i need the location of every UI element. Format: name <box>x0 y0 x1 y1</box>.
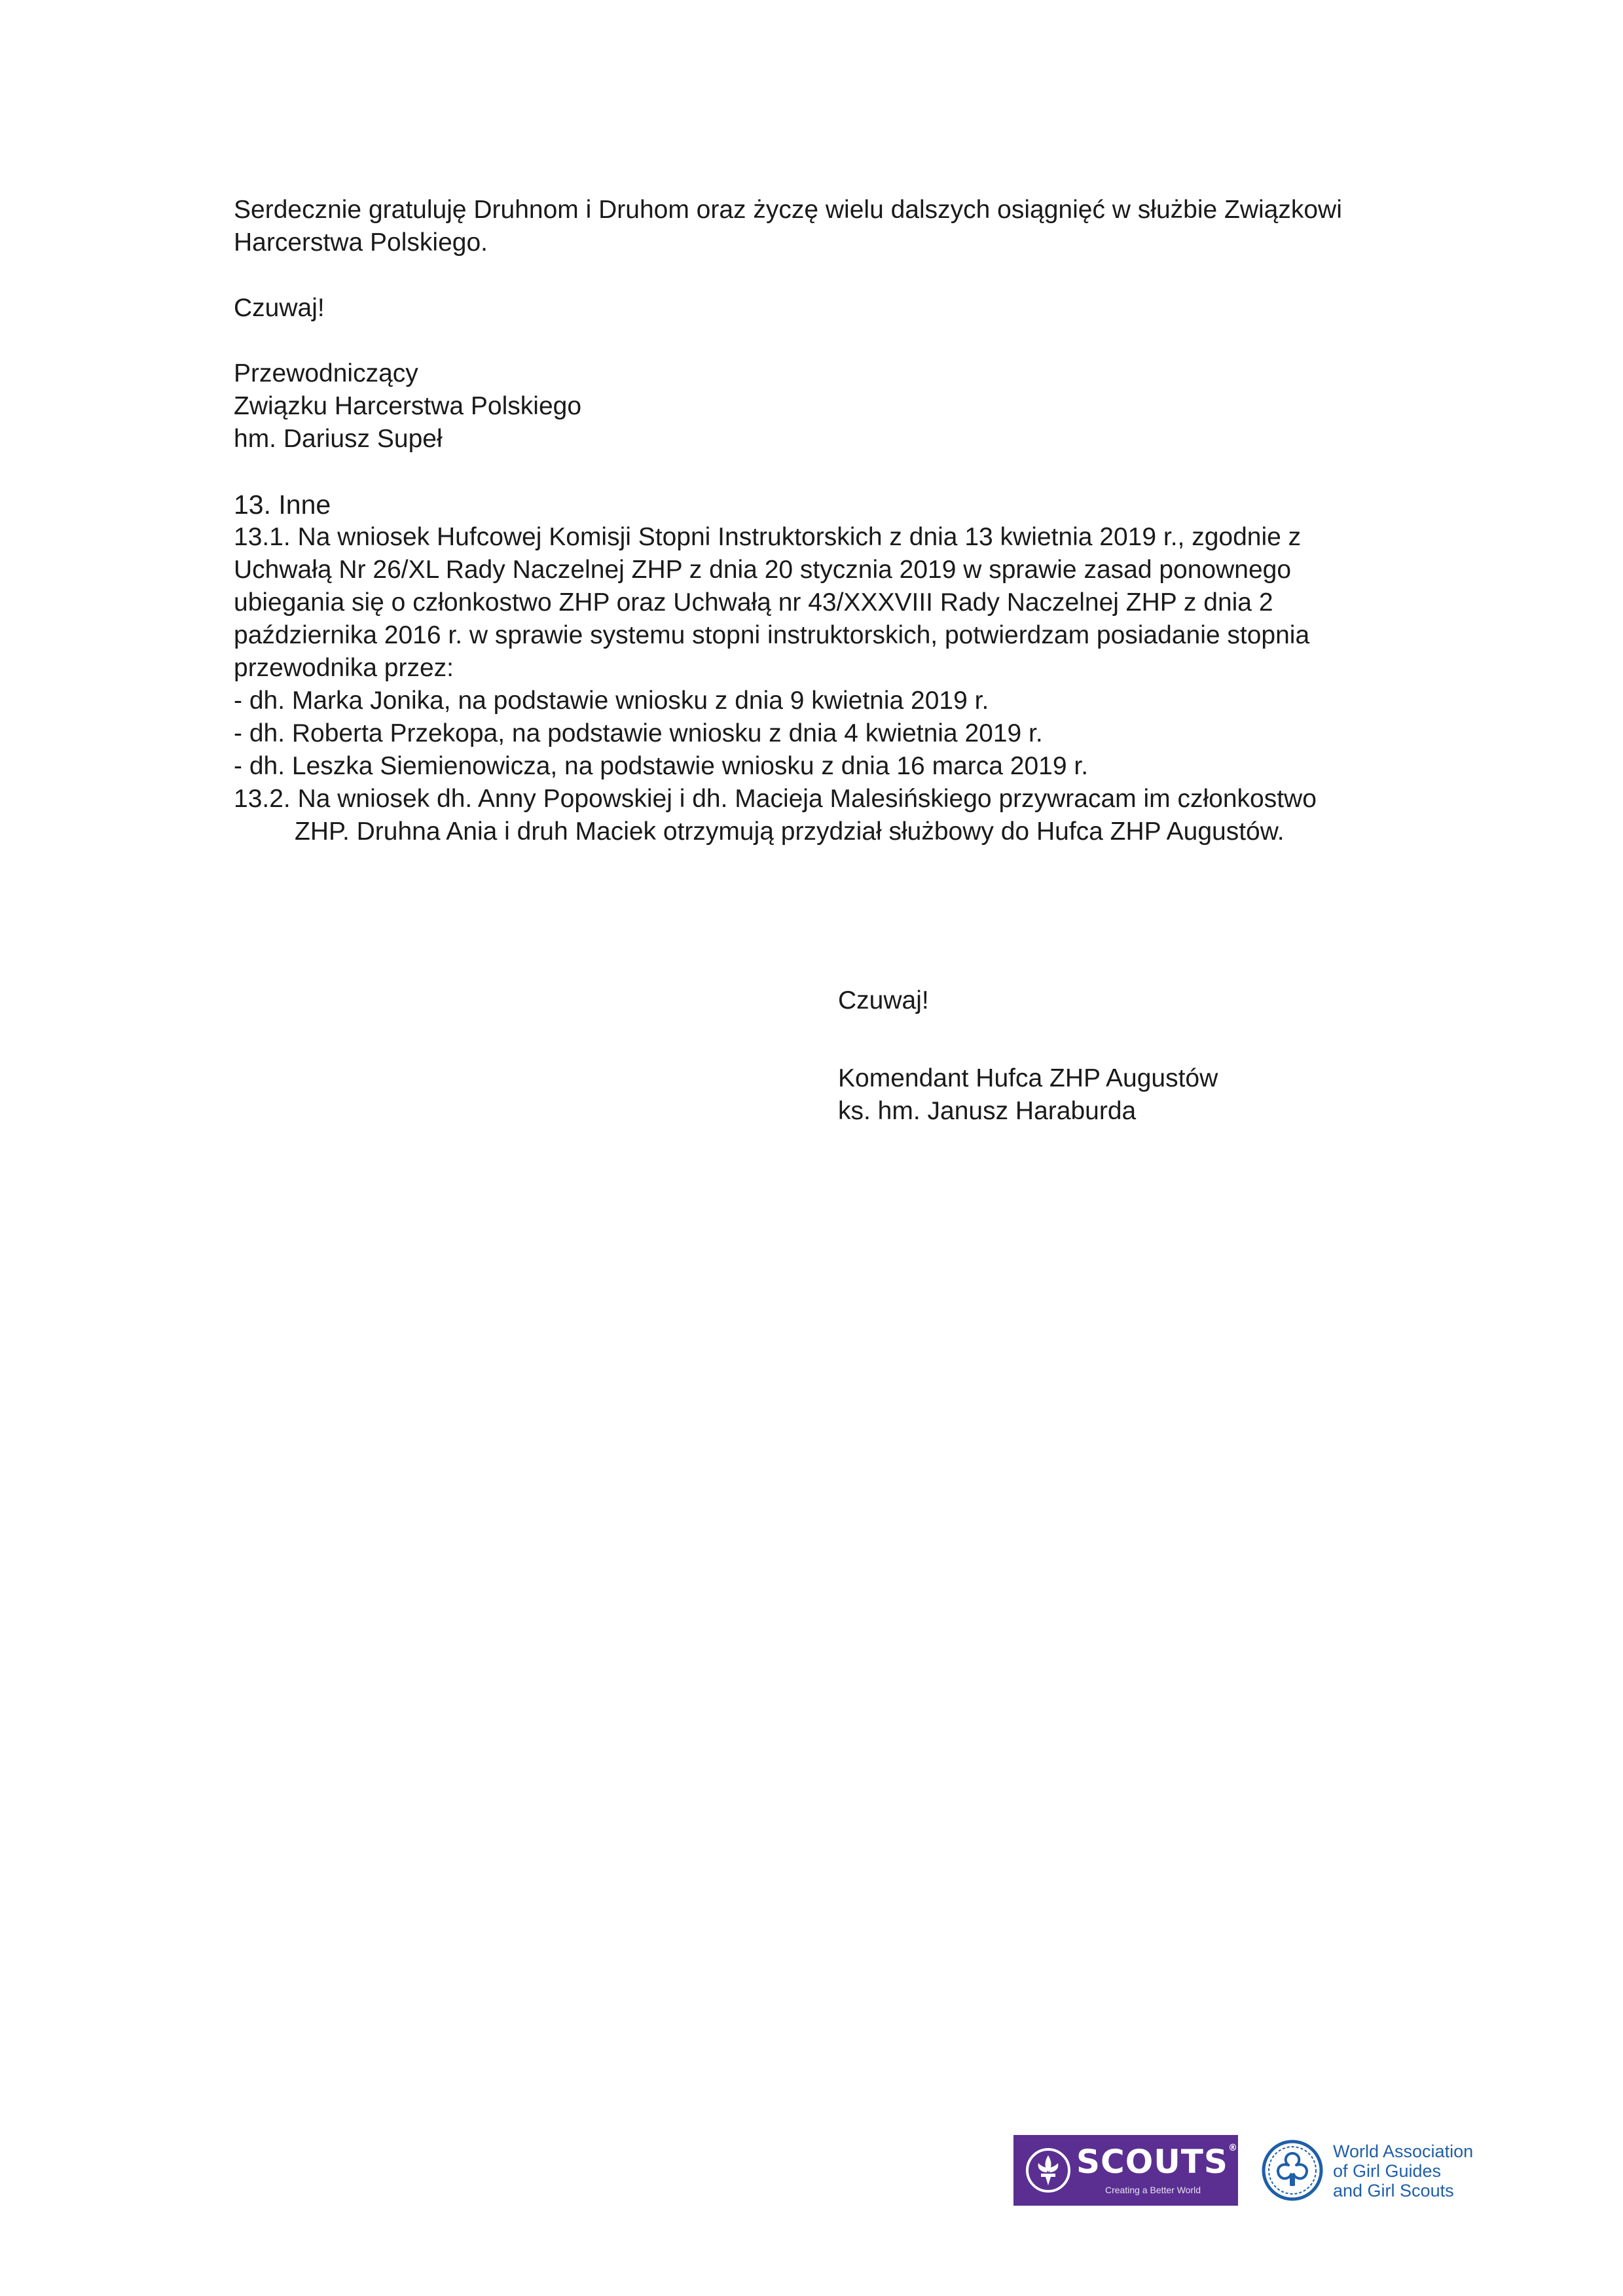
fleur-de-lis-icon <box>1025 2147 1071 2193</box>
footer-logos <box>1013 2135 1485 2206</box>
signature-czuwaj: Czuwaj! <box>838 986 929 1014</box>
chair-organization: Związku Harcerstwa Polskiego <box>234 392 582 420</box>
list-item: - dh. Leszka Siemienowicza, na podstawie wniosku z dnia 16 marca 2019 r. <box>234 752 1089 780</box>
congrats-line-1: Serdecznie gratuluję Druhnom i Druhom oraz życzę wielu dalszych osiągnięć w służbie Związkowi <box>234 196 1342 224</box>
paragraph-13-2-line-1: 13.2. Na wniosek dh. Anny Popowskiej i dh. Macieja Malesińskiego przywracam im członkostwo <box>234 785 1317 813</box>
list-item: - dh. Marka Jonika, na podstawie wniosku z dnia 9 kwietnia 2019 r. <box>234 687 989 715</box>
chair-role: Przewodniczący <box>234 359 418 387</box>
list-item: - dh. Roberta Przekopa, na podstawie wniosku z dnia 4 kwietnia 2019 r. <box>234 719 1043 747</box>
paragraph-13-1-line-3: ubiegania się o członkostwo ZHP oraz Uchwałą nr 43/XXXVIII Rady Naczelnej ZHP z dnia 2 <box>234 588 1273 617</box>
letter-body <box>234 194 1510 848</box>
wagggs-line-3: and Girl Scouts <box>1333 2181 1454 2200</box>
wagggs-line-2: of Girl Guides <box>1333 2161 1442 2181</box>
signature-block <box>838 984 1218 1128</box>
scouts-brand-text: SCOUTS® <box>1076 2143 1238 2181</box>
paragraph-13-2-line-2: ZHP. Druhna Ania i druh Maciek otrzymują przydział służbowy do Hufca ZHP Augustów. <box>295 817 1285 846</box>
wagggs-text <box>1333 2142 1473 2200</box>
paragraph-13-1-line-4: października 2016 r. w sprawie systemu stopni instruktorskich, potwierdzam posiadanie stopnia <box>234 621 1310 649</box>
signature-role: Komendant Hufca ZHP Augustów <box>838 1064 1218 1092</box>
scouts-tagline: Creating a Better World <box>1105 2185 1201 2195</box>
scouts-logo <box>1013 2135 1238 2206</box>
congrats-line-2: Harcerstwa Polskiego. <box>234 228 488 257</box>
wagggs-line-1: World Association <box>1333 2142 1474 2161</box>
paragraph-13-1-line-1: 13.1. Na wniosek Hufcowej Komisji Stopni Instruktorskich z dnia 13 kwietnia 2019 r., zgodnie z <box>234 523 1302 551</box>
paragraph-13-1-line-5: przewodnika przez: <box>234 654 454 682</box>
signature-name: ks. hm. Janusz Haraburda <box>838 1097 1137 1125</box>
chair-name: hm. Dariusz Supeł <box>234 425 443 453</box>
trefoil-icon <box>1261 2139 1324 2202</box>
section-13-heading: 13. Inne <box>234 490 331 520</box>
paragraph-13-1-line-2: Uchwałą Nr 26/XL Rady Naczelnej ZHP z dnia 20 stycznia 2019 w sprawie zasad ponownego <box>234 556 1292 584</box>
czuwaj-greeting: Czuwaj! <box>234 294 325 322</box>
